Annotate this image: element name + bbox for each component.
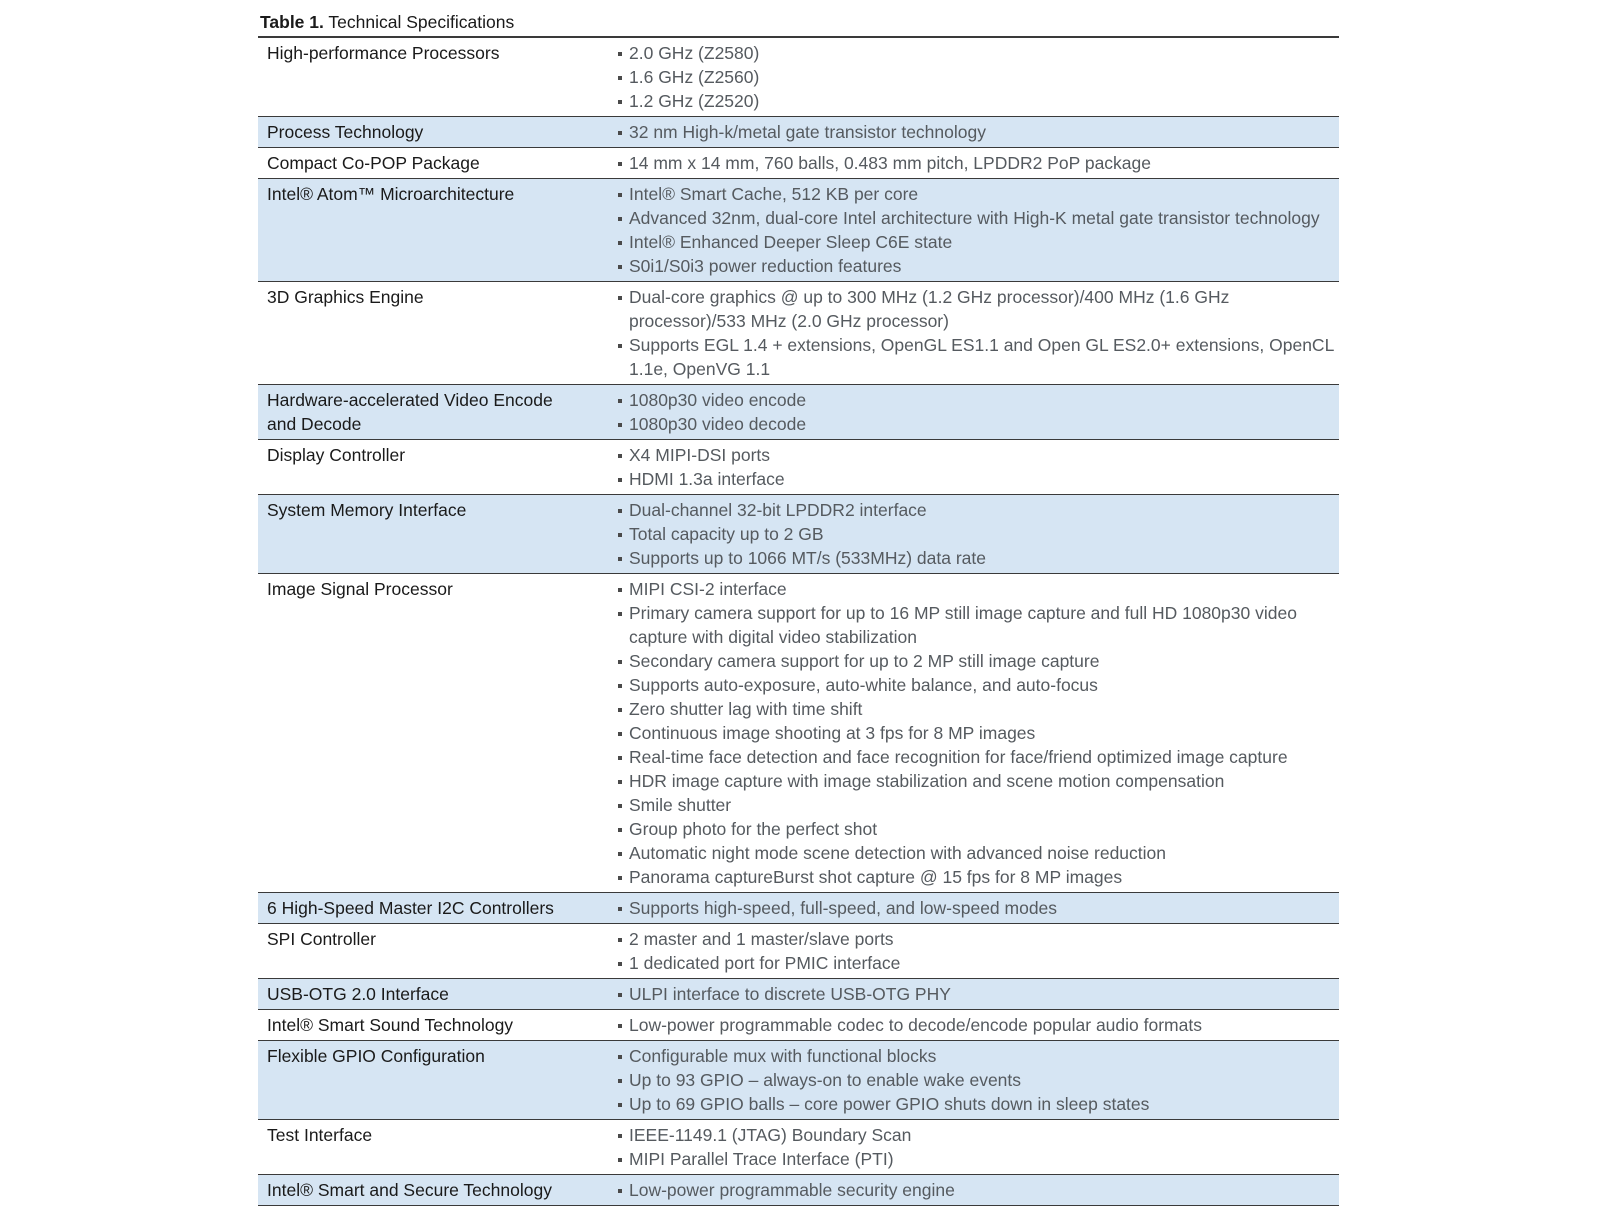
bullet-item: 2.0 GHz (Z2580) xyxy=(617,41,1339,65)
feature-details xyxy=(617,1175,1339,1206)
bullet-item: Supports up to 1066 MT/s (533MHz) data rate xyxy=(617,546,1339,570)
feature-name: Test Interface xyxy=(267,1125,373,1145)
feature-details xyxy=(617,495,1339,574)
bullet-list xyxy=(617,1013,1339,1037)
bullet-item: 1 dedicated port for PMIC interface xyxy=(617,951,1339,975)
table-row xyxy=(258,148,1339,179)
feature-details xyxy=(617,37,1339,117)
feature-details xyxy=(617,893,1339,924)
table-row xyxy=(258,893,1339,924)
bullet-list xyxy=(617,388,1339,436)
bullet-item: Advanced 32nm, dual-core Intel architecture with High-K metal gate transistor technology xyxy=(617,206,1339,230)
spec-document xyxy=(258,8,1339,1206)
feature-name: Compact Co-POP Package xyxy=(267,153,480,173)
bullet-item: Panorama captureBurst shot capture @ 15 fps for 8 MP images xyxy=(617,865,1339,889)
feature-details xyxy=(617,574,1339,893)
feature-name: USB-OTG 2.0 Interface xyxy=(267,984,449,1004)
bullet-item: Supports high-speed, full-speed, and low-speed modes xyxy=(617,896,1339,920)
feature-details xyxy=(617,282,1339,385)
table-row xyxy=(258,924,1339,979)
table-row xyxy=(258,1175,1339,1206)
bullet-item: Supports EGL 1.4 + extensions, OpenGL ES1.1 and Open GL ES2.0+ extensions, OpenCL 1.1e, OpenVG 1.1 xyxy=(617,333,1339,381)
table-row xyxy=(258,117,1339,148)
bullet-item: 1080p30 video encode xyxy=(617,388,1339,412)
table-caption xyxy=(258,8,1339,36)
bullet-item: X4 MIPI-DSI ports xyxy=(617,443,1339,467)
feature-name: High-performance Processors xyxy=(267,43,500,63)
feature-name: System Memory Interface xyxy=(267,500,467,520)
feature-details xyxy=(617,1010,1339,1041)
table-row xyxy=(258,979,1339,1010)
bullet-list xyxy=(617,498,1339,570)
bullet-item: Group photo for the perfect shot xyxy=(617,817,1339,841)
bullet-item: MIPI Parallel Trace Interface (PTI) xyxy=(617,1147,1339,1171)
bullet-item: Up to 93 GPIO – always-on to enable wake events xyxy=(617,1068,1339,1092)
table-row xyxy=(258,1041,1339,1120)
bullet-item: Low-power programmable security engine xyxy=(617,1178,1339,1202)
bullet-item: S0i1/S0i3 power reduction features xyxy=(617,254,1339,278)
feature-details xyxy=(617,148,1339,179)
bullet-item: Automatic night mode scene detection with advanced noise reduction xyxy=(617,841,1339,865)
bullet-list xyxy=(617,1178,1339,1202)
bullet-item: Continuous image shooting at 3 fps for 8 MP images xyxy=(617,721,1339,745)
feature-name: Flexible GPIO Configuration xyxy=(267,1046,485,1066)
bullet-list xyxy=(617,120,1339,144)
feature-name: Hardware-accelerated Video Encode and Decode xyxy=(267,390,553,434)
bullet-item: Up to 69 GPIO balls – core power GPIO shuts down in sleep states xyxy=(617,1092,1339,1116)
bullet-list xyxy=(617,443,1339,491)
bullet-item: 32 nm High-k/metal gate transistor technology xyxy=(617,120,1339,144)
table-row xyxy=(258,1120,1339,1175)
bullet-list xyxy=(617,182,1339,278)
feature-name: Display Controller xyxy=(267,445,406,465)
bullet-item: Primary camera support for up to 16 MP still image capture and full HD 1080p30 video capture with digital video stabilization xyxy=(617,601,1339,649)
specifications-table-body xyxy=(258,37,1339,1206)
feature-name: 6 High-Speed Master I2C Controllers xyxy=(267,898,554,918)
feature-name: Intel® Smart Sound Technology xyxy=(267,1015,514,1035)
bullet-list xyxy=(617,577,1339,889)
feature-details xyxy=(617,117,1339,148)
table-row xyxy=(258,1010,1339,1041)
table-row xyxy=(258,37,1339,117)
bullet-item: Total capacity up to 2 GB xyxy=(617,522,1339,546)
bullet-item: ULPI interface to discrete USB-OTG PHY xyxy=(617,982,1339,1006)
bullet-item: Real-time face detection and face recognition for face/friend optimized image capture xyxy=(617,745,1339,769)
bullet-item: Dual-core graphics @ up to 300 MHz (1.2 GHz processor)/400 MHz (1.6 GHz processor)/533 MHz (2.0 GHz processor) xyxy=(617,285,1339,333)
feature-details xyxy=(617,179,1339,282)
table-caption-number: Table 1. xyxy=(260,12,324,32)
bullet-item: HDR image capture with image stabilization and scene motion compensation xyxy=(617,769,1339,793)
bullet-list xyxy=(617,1123,1339,1171)
bullet-item: MIPI CSI-2 interface xyxy=(617,577,1339,601)
feature-details xyxy=(617,924,1339,979)
table-row xyxy=(258,282,1339,385)
bullet-item: Supports auto-exposure, auto-white balance, and auto-focus xyxy=(617,673,1339,697)
table-row xyxy=(258,179,1339,282)
bullet-list xyxy=(617,927,1339,975)
bullet-item: Configurable mux with functional blocks xyxy=(617,1044,1339,1068)
table-caption-title: Technical Specifications xyxy=(328,12,515,32)
bullet-item: IEEE-1149.1 (JTAG) Boundary Scan xyxy=(617,1123,1339,1147)
feature-name: Intel® Atom™ Microarchitecture xyxy=(267,184,515,204)
feature-name: Process Technology xyxy=(267,122,424,142)
bullet-item: Low-power programmable codec to decode/encode popular audio formats xyxy=(617,1013,1339,1037)
feature-details xyxy=(617,979,1339,1010)
feature-name: Intel® Smart and Secure Technology xyxy=(267,1180,552,1200)
bullet-item: Secondary camera support for up to 2 MP still image capture xyxy=(617,649,1339,673)
bullet-item: Intel® Smart Cache, 512 KB per core xyxy=(617,182,1339,206)
bullet-item: 2 master and 1 master/slave ports xyxy=(617,927,1339,951)
bullet-item: Dual-channel 32-bit LPDDR2 interface xyxy=(617,498,1339,522)
bullet-list xyxy=(617,41,1339,113)
table-row xyxy=(258,495,1339,574)
bullet-list xyxy=(617,896,1339,920)
feature-details xyxy=(617,385,1339,440)
specifications-table xyxy=(258,36,1339,1206)
bullet-item: 14 mm x 14 mm, 760 balls, 0.483 mm pitch, LPDDR2 PoP package xyxy=(617,151,1339,175)
bullet-item: 1.2 GHz (Z2520) xyxy=(617,89,1339,113)
feature-details xyxy=(617,1041,1339,1120)
table-row xyxy=(258,574,1339,893)
table-row xyxy=(258,385,1339,440)
bullet-item: 1.6 GHz (Z2560) xyxy=(617,65,1339,89)
bullet-item: HDMI 1.3a interface xyxy=(617,467,1339,491)
bullet-item: Intel® Enhanced Deeper Sleep C6E state xyxy=(617,230,1339,254)
bullet-list xyxy=(617,982,1339,1006)
bullet-item: Smile shutter xyxy=(617,793,1339,817)
bullet-list xyxy=(617,1044,1339,1116)
bullet-list xyxy=(617,151,1339,175)
bullet-item: Zero shutter lag with time shift xyxy=(617,697,1339,721)
feature-details xyxy=(617,1120,1339,1175)
feature-name: 3D Graphics Engine xyxy=(267,287,424,307)
bullet-list xyxy=(617,285,1339,381)
table-row xyxy=(258,440,1339,495)
feature-details xyxy=(617,440,1339,495)
feature-name: SPI Controller xyxy=(267,929,376,949)
feature-name: Image Signal Processor xyxy=(267,579,453,599)
bullet-item: 1080p30 video decode xyxy=(617,412,1339,436)
